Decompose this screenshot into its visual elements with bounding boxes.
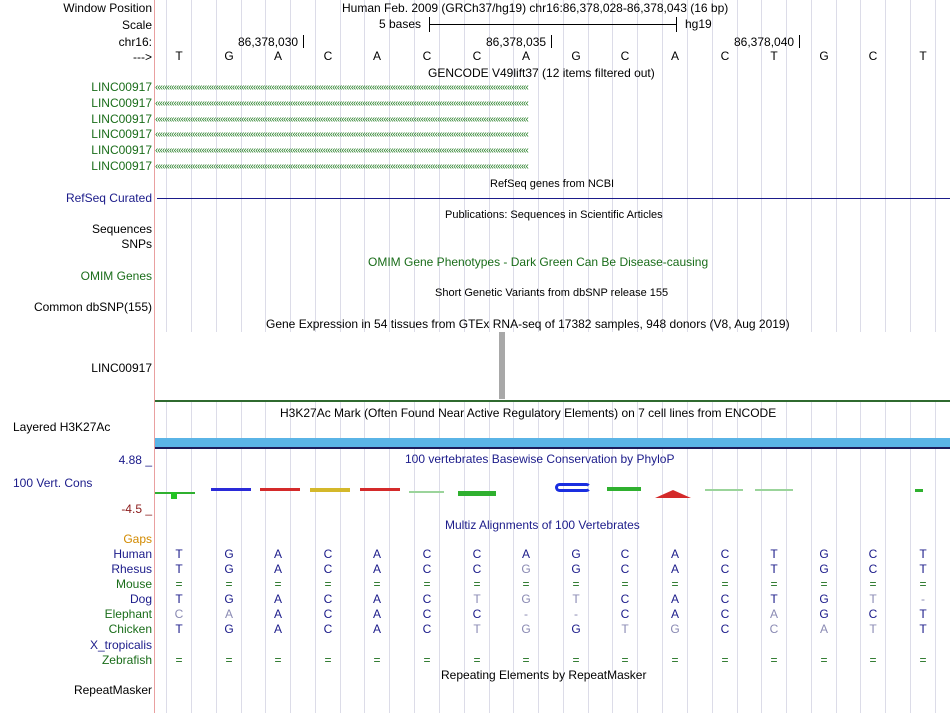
label-gencode-4[interactable]: LINC00917 [91,143,152,157]
alignment-base-zebrafish: = [473,653,481,667]
cons-mark-12 [755,489,793,491]
alignment-base-mouse: = [522,577,530,591]
base-letter: T [175,49,183,63]
tick-label-2: 86,378,040 [734,35,795,49]
publications-track-title[interactable]: Publications: Sequences in Scientific Articles [445,209,663,221]
refseq-gene-line[interactable] [157,198,950,199]
alignment-base-rhesus: G [819,562,829,576]
cons-mark-10-a [655,490,691,498]
alignment-base-zebrafish: = [324,653,332,667]
base-letter: G [224,49,234,63]
label-gencode-5[interactable]: LINC00917 [91,159,152,173]
alignment-base-dog: C [323,592,333,606]
alignment-base-rhesus: C [472,562,482,576]
alignment-base-mouse: = [274,577,282,591]
base-letter: A [670,49,679,63]
alignment-base-rhesus: G [571,562,581,576]
label-cons-min: -4.5 _ [121,502,152,516]
alignment-base-chicken: C [769,622,779,636]
alignment-base-rhesus: C [868,562,878,576]
omim-track-title[interactable]: OMIM Gene Phenotypes - Dark Green Can Be Disease-causing [368,255,709,269]
alignment-base-dog: G [224,592,234,606]
alignment-base-chicken: A [372,622,381,636]
gencode-transcript-arrows[interactable]: ‹‹‹‹‹‹‹‹‹‹‹‹‹‹‹‹‹‹‹‹‹‹‹‹‹‹‹‹‹‹‹‹‹‹‹‹‹‹‹‹‹‹‹‹‹‹‹‹‹‹‹‹‹‹‹‹‹‹‹‹‹‹‹‹‹‹‹‹‹‹‹‹‹‹‹‹‹‹‹‹‹‹‹‹‹‹‹‹‹‹‹‹‹‹‹‹‹‹‹‹‹‹‹‹‹‹‹‹‹‹‹‹‹‹‹‹‹‹‹‹‹‹‹‹‹‹‹‹‹‹‹‹‹‹‹‹‹‹‹‹‹‹‹‹‹‹‹‹‹‹‹‹‹‹‹‹‹‹‹‹ [155,163,528,171]
label-cons-name[interactable]: 100 Vert. Cons [13,476,93,490]
alignment-base-rhesus: T [175,562,183,576]
alignment-base-rhesus: T [919,562,927,576]
scale-bar-left-cap [429,17,430,32]
tick-mark-2 [799,35,800,48]
alignment-base-mouse: = [473,577,481,591]
label-snps[interactable]: SNPs [121,237,152,251]
label-common-dbsnp[interactable]: Common dbSNP(155) [33,300,152,314]
cons-mark-0b [171,492,177,499]
base-letter: C [422,49,432,63]
alignment-base-mouse: = [820,577,828,591]
alignment-base-elephant: T [919,607,927,621]
gencode-transcript-arrows[interactable]: ‹‹‹‹‹‹‹‹‹‹‹‹‹‹‹‹‹‹‹‹‹‹‹‹‹‹‹‹‹‹‹‹‹‹‹‹‹‹‹‹‹‹‹‹‹‹‹‹‹‹‹‹‹‹‹‹‹‹‹‹‹‹‹‹‹‹‹‹‹‹‹‹‹‹‹‹‹‹‹‹‹‹‹‹‹‹‹‹‹‹‹‹‹‹‹‹‹‹‹‹‹‹‹‹‹‹‹‹‹‹‹‹‹‹‹‹‹‹‹‹‹‹‹‹‹‹‹‹‹‹‹‹‹‹‹‹‹‹‹‹‹‹‹‹‹‹‹‹‹‹‹‹‹‹‹‹‹‹‹‹ [155,84,528,92]
cons-mark-4 [360,488,400,491]
alignment-base-zebrafish: = [770,653,778,667]
alignment-base-zebrafish: = [869,653,877,667]
alignment-base-elephant: C [620,607,630,621]
alignment-base-mouse: = [423,577,431,591]
cons-mark-9 [607,487,641,491]
alignment-base-rhesus: T [770,562,778,576]
alignment-base-elephant: A [273,607,282,621]
base-letter: C [868,49,878,63]
label-gencode-0[interactable]: LINC00917 [91,80,152,94]
alignment-base-mouse: = [373,577,381,591]
cons-mark-15 [915,489,923,492]
alignment-base-zebrafish: = [225,653,233,667]
alignment-base-elephant: C [720,607,730,621]
gencode-track-title[interactable]: GENCODE V49lift37 (12 items filtered out) [428,66,655,80]
label-gtex-gene[interactable]: LINC00917 [91,361,152,375]
base-letter: G [571,49,581,63]
base-letter: T [770,49,778,63]
cons-mark-5 [409,491,444,493]
alignment-base-chicken: G [224,622,234,636]
alignment-base-human: C [323,547,333,561]
alignment-base-chicken: T [869,622,877,636]
alignment-base-mouse: = [225,577,233,591]
alignment-base-zebrafish: = [423,653,431,667]
alignment-base-chicken: G [521,622,531,636]
alignment-base-human: A [670,547,679,561]
alignment-base-human: A [273,547,282,561]
label-h3k27ac[interactable]: Layered H3K27Ac [13,420,111,434]
alignment-base-human: C [472,547,482,561]
base-letter: A [372,49,381,63]
label-gencode-2[interactable]: LINC00917 [91,112,152,126]
label-species-zebrafish[interactable]: Zebrafish [101,653,152,667]
alignment-base-zebrafish: = [671,653,679,667]
alignment-base-chicken: C [720,622,730,636]
label-species-mouse[interactable]: Mouse [115,577,152,591]
alignment-base-rhesus: A [273,562,282,576]
cons-mark-8-g [555,483,591,492]
alignment-base-chicken: T [919,622,927,636]
track-image-area[interactable] [155,0,950,713]
alignment-base-human: C [868,547,878,561]
alignment-base-chicken: C [323,622,333,636]
h3k27ac-track-title[interactable]: H3K27Ac Mark (Often Found Near Active Regulatory Elements) on 7 cell lines from ENCODE [280,406,777,420]
alignment-base-elephant: C [174,607,184,621]
label-species-dog[interactable]: Dog [129,592,152,606]
label-species-chicken[interactable]: Chicken [108,622,152,636]
alignment-base-human: T [770,547,778,561]
gtex-plot-area[interactable] [155,332,950,400]
alignment-base-rhesus: C [323,562,333,576]
alignment-base-chicken: G [670,622,680,636]
alignment-base-mouse: = [869,577,877,591]
cons-mark-11 [705,489,743,491]
alignment-base-dog: C [620,592,630,606]
cons-mark-3 [310,488,350,492]
tick-mark-0 [303,35,304,48]
alignment-base-zebrafish: = [919,653,927,667]
label-repeatmasker[interactable]: RepeatMasker [73,683,152,697]
h3k27ac-baseline [155,447,950,449]
alignment-base-zebrafish: = [274,653,282,667]
gencode-transcript-arrows[interactable]: ‹‹‹‹‹‹‹‹‹‹‹‹‹‹‹‹‹‹‹‹‹‹‹‹‹‹‹‹‹‹‹‹‹‹‹‹‹‹‹‹‹‹‹‹‹‹‹‹‹‹‹‹‹‹‹‹‹‹‹‹‹‹‹‹‹‹‹‹‹‹‹‹‹‹‹‹‹‹‹‹‹‹‹‹‹‹‹‹‹‹‹‹‹‹‹‹‹‹‹‹‹‹‹‹‹‹‹‹‹‹‹‹‹‹‹‹‹‹‹‹‹‹‹‹‹‹‹‹‹‹‹‹‹‹‹‹‹‹‹‹‹‹‹‹‹‹‹‹‹‹‹‹‹‹‹‹‹‹‹‹ [155,131,528,139]
alignment-base-dog: C [720,592,730,606]
alignment-base-dog: G [819,592,829,606]
tick-label-1: 86,378,035 [486,35,547,49]
label-cons-max: 4.88 _ [118,453,152,467]
tick-label-0: 86,378,030 [238,35,299,49]
alignment-base-rhesus: C [422,562,432,576]
alignment-base-mouse: = [324,577,332,591]
base-letter: G [819,49,829,63]
scale-bar [429,24,677,25]
gtex-track-title[interactable]: Gene Expression in 54 tissues from GTEx RNA-seq of 17382 samples, 948 donors (V8, Aug 2019) [266,317,790,331]
base-letter: T [919,49,927,63]
alignment-base-human: G [224,547,234,561]
alignment-base-chicken: T [473,622,481,636]
cons-mark-6 [458,491,496,496]
base-letter: C [620,49,630,63]
alignment-base-zebrafish: = [522,653,530,667]
alignment-base-rhesus: G [224,562,234,576]
alignment-base-human: T [175,547,183,561]
dbsnp-track-title[interactable]: Short Genetic Variants from dbSNP release 155 [435,287,669,299]
label-chrom: chr16: [118,35,152,49]
h3k27ac-signal-bar[interactable] [155,438,950,447]
alignment-base-zebrafish: = [175,653,183,667]
gencode-transcript-arrows[interactable]: ‹‹‹‹‹‹‹‹‹‹‹‹‹‹‹‹‹‹‹‹‹‹‹‹‹‹‹‹‹‹‹‹‹‹‹‹‹‹‹‹‹‹‹‹‹‹‹‹‹‹‹‹‹‹‹‹‹‹‹‹‹‹‹‹‹‹‹‹‹‹‹‹‹‹‹‹‹‹‹‹‹‹‹‹‹‹‹‹‹‹‹‹‹‹‹‹‹‹‹‹‹‹‹‹‹‹‹‹‹‹‹‹‹‹‹‹‹‹‹‹‹‹‹‹‹‹‹‹‹‹‹‹‹‹‹‹‹‹‹‹‹‹‹‹‹‹‹‹‹‹‹‹‹‹‹‹‹‹‹‹ [155,100,528,108]
label-gencode-1[interactable]: LINC00917 [91,96,152,110]
repeatmasker-track-title[interactable]: Repeating Elements by RepeatMasker [441,668,647,682]
alignment-base-elephant: A [670,607,679,621]
alignment-base-dog: - [921,592,925,606]
alignment-base-zebrafish: = [820,653,828,667]
alignment-base-mouse: = [572,577,580,591]
alignment-base-dog: G [521,592,531,606]
alignment-base-zebrafish: = [572,653,580,667]
alignment-base-zebrafish: = [621,653,629,667]
track-label-column [0,0,154,713]
alignment-base-human: T [919,547,927,561]
alignment-base-human: G [571,547,581,561]
base-letter: A [521,49,530,63]
base-letter: C [720,49,730,63]
label-window-position: Window Position [63,1,152,15]
alignment-base-elephant: C [868,607,878,621]
alignment-base-human: A [521,547,530,561]
gtex-expression-bar[interactable] [499,332,505,399]
alignment-base-elephant: C [323,607,333,621]
alignment-base-elephant: - [524,607,528,621]
scale-bar-right-cap [676,17,677,32]
label-scale: Scale [121,18,152,32]
alignment-base-zebrafish: = [373,653,381,667]
scale-text: 5 bases [379,17,422,31]
alignment-base-chicken: T [621,622,629,636]
alignment-base-mouse: = [721,577,729,591]
tick-mark-1 [551,35,552,48]
alignment-base-elephant: G [819,607,829,621]
alignment-base-human: C [422,547,432,561]
alignment-base-elephant: C [472,607,482,621]
alignment-base-human: A [372,547,381,561]
alignment-base-dog: T [175,592,183,606]
alignment-base-rhesus: A [372,562,381,576]
gtex-baseline [155,400,950,402]
base-letter: C [323,49,333,63]
label-species-xtropicalis[interactable]: X_tropicalis [89,638,152,652]
alignment-base-mouse: = [175,577,183,591]
refseq-track-title[interactable]: RefSeq genes from NCBI [490,178,615,190]
label-species-elephant[interactable]: Elephant [104,607,152,621]
phylop-track-title[interactable]: 100 vertebrates Basewise Conservation by PhyloP [405,452,675,466]
alignment-base-rhesus: G [521,562,531,576]
cons-mark-1 [211,488,251,491]
alignment-base-chicken: G [571,622,581,636]
label-refseq[interactable]: RefSeq Curated [65,191,152,205]
label-species-human[interactable]: Human [113,547,152,561]
alignment-base-chicken: A [273,622,282,636]
label-omim[interactable]: OMIM Genes [80,269,152,283]
label-strand[interactable]: ---> [133,50,152,64]
alignment-base-mouse: = [770,577,778,591]
alignment-base-human: C [720,547,730,561]
alignment-base-dog: C [422,592,432,606]
alignment-base-human: C [620,547,630,561]
alignment-base-elephant: A [372,607,381,621]
alignment-base-dog: A [372,592,381,606]
label-gaps[interactable]: Gaps [123,532,152,546]
alignment-base-elephant: - [574,607,578,621]
base-letter: C [472,49,482,63]
alignment-base-rhesus: C [720,562,730,576]
label-species-rhesus[interactable]: Rhesus [111,562,152,576]
cons-mark-2 [260,488,300,491]
alignment-base-dog: A [273,592,282,606]
alignment-base-chicken: A [819,622,828,636]
alignment-base-rhesus: A [670,562,679,576]
alignment-base-rhesus: C [620,562,630,576]
alignment-base-dog: T [770,592,778,606]
alignment-base-chicken: T [175,622,183,636]
alignment-base-chicken: C [422,622,432,636]
alignment-base-dog: T [572,592,580,606]
alignment-base-dog: A [670,592,679,606]
alignment-base-human: G [819,547,829,561]
alignment-base-dog: T [869,592,877,606]
alignment-base-mouse: = [621,577,629,591]
label-gencode-3[interactable]: LINC00917 [91,127,152,141]
assembly-label: hg19 [685,17,712,31]
gencode-transcript-arrows[interactable]: ‹‹‹‹‹‹‹‹‹‹‹‹‹‹‹‹‹‹‹‹‹‹‹‹‹‹‹‹‹‹‹‹‹‹‹‹‹‹‹‹‹‹‹‹‹‹‹‹‹‹‹‹‹‹‹‹‹‹‹‹‹‹‹‹‹‹‹‹‹‹‹‹‹‹‹‹‹‹‹‹‹‹‹‹‹‹‹‹‹‹‹‹‹‹‹‹‹‹‹‹‹‹‹‹‹‹‹‹‹‹‹‹‹‹‹‹‹‹‹‹‹‹‹‹‹‹‹‹‹‹‹‹‹‹‹‹‹‹‹‹‹‹‹‹‹‹‹‹‹‹‹‹‹‹‹‹‹‹‹‹ [155,116,528,124]
base-letter: A [273,49,282,63]
alignment-base-elephant: A [224,607,233,621]
alignment-base-mouse: = [671,577,679,591]
multiz-track-title[interactable]: Multiz Alignments of 100 Vertebrates [445,518,640,532]
alignment-base-zebrafish: = [721,653,729,667]
label-sequences[interactable]: Sequences [91,222,152,236]
gencode-transcript-arrows[interactable]: ‹‹‹‹‹‹‹‹‹‹‹‹‹‹‹‹‹‹‹‹‹‹‹‹‹‹‹‹‹‹‹‹‹‹‹‹‹‹‹‹‹‹‹‹‹‹‹‹‹‹‹‹‹‹‹‹‹‹‹‹‹‹‹‹‹‹‹‹‹‹‹‹‹‹‹‹‹‹‹‹‹‹‹‹‹‹‹‹‹‹‹‹‹‹‹‹‹‹‹‹‹‹‹‹‹‹‹‹‹‹‹‹‹‹‹‹‹‹‹‹‹‹‹‹‹‹‹‹‹‹‹‹‹‹‹‹‹‹‹‹‹‹‹‹‹‹‹‹‹‹‹‹‹‹‹‹‹‹‹‹ [155,147,528,155]
alignment-base-elephant: C [422,607,432,621]
alignment-base-elephant: A [769,607,778,621]
position-text: Human Feb. 2009 (GRCh37/hg19) chr16:86,378,028-86,378,043 (16 bp) [342,1,729,15]
alignment-base-mouse: = [919,577,927,591]
alignment-base-dog: T [473,592,481,606]
